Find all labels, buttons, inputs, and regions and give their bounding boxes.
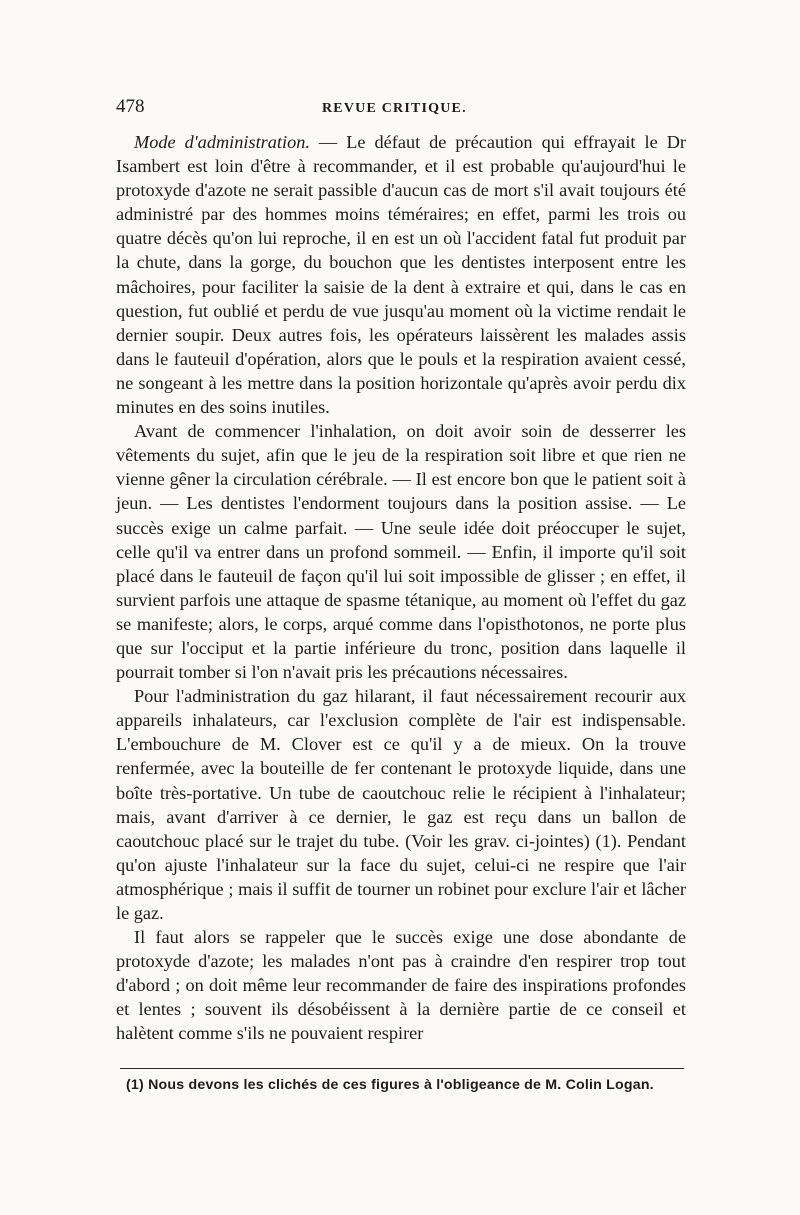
paragraph: Il faut alors se rappeler que le succès exige une dose abondante de protoxyde d'azote; les malades n'ont pas à craindre d'en respirer trop tout d'abord ; on doit même leur recommander de faire des inspirations profondes et lentes ; souvent ils désobéissent à la dernière partie de ce conseil et halètent comme s'ils ne pouvaient respirer [116,927,686,1044]
paragraph [116,130,686,419]
footnote-rule [120,1068,684,1069]
paragraph: Pour l'administration du gaz hilarant, il faut nécessairement recourir aux appareils inhalateurs, car l'exclusion complète de l'air est indispensable. L'embouchure de M. Clover est ce qu'il y a de mieux. On la trouve renfermée, avec la bouteille de fer contenant le protoxyde liquide, dans une boîte très-portative. Un tube de caoutchouc relie le récipient à l'inhalateur; mais, avant d'arriver à ce dernier, le gaz est reçu dans un ballon de caoutchouc placé sur le trajet du tube. (Voir les grav. ci-jointes) (1). Pendant qu'on ajuste l'inhalateur sur la face du sujet, celui-ci ne respire que l'air atmosphérique ; mais il suffit de tourner un robinet pour exclure l'air et lâcher le gaz. [116,686,686,923]
section-lead: Mode d'administration. [134,132,310,152]
page-number: 478 [116,96,145,117]
page-header [116,96,686,122]
body-text [116,130,686,1046]
running-title: REVUE CRITIQUE. [322,101,467,116]
paragraph: Avant de commencer l'inhalation, on doit avoir soin de desserrer les vêtements du sujet, afin que le jeu de la respiration soit libre et que rien ne vienne gêner la circulation cérébrale. — Il est encore bon que le patient soit à jeun. — Les dentistes l'endorment toujours dans la position assise. — Le succès exige un calme parfait. — Une seule idée doit préoccuper le sujet, celle qu'il va entrer dans un profond sommeil. — Enfin, il importe qu'il soit placé dans le fauteuil de façon qu'il lui soit impossible de glisser ; en effet, il survient parfois une attaque de spasme tétanique, au moment où l'effet du gaz se manifeste; alors, le corps, arqué comme dans l'opisthotonos, ne porte plus que sur l'occiput et la partie inférieure du tronc, position dans laquelle il pourrait tomber si l'on n'avait pris les précautions nécessaires. [116,421,686,683]
footnote: (1) Nous devons les clichés de ces figures à l'obligeance de M. Colin Logan. [126,1076,654,1093]
paragraph-text: — Le défaut de précaution qui effrayait le Dr Isambert est loin d'être à recommander, et il est probable qu'aujourd'hui le protoxyde d'azote ne serait passible d'aucun cas de mort s'il avait toujours été administré par des hommes moins téméraires; en effet, parmi les trois ou quatre décès qu'on lui reproche, il en est un où l'accident fatal fut produit par la chute, dans la gorge, du bouchon que les dentistes interposent entre les mâchoires, pour faciliter la saisie de la dent à extraire et qui, dans le cas en question, fut oublié et perdu de vue jusqu'au moment où la victime rendait le dernier soupir. Deux autres fois, les opérateurs laissèrent les malades assis dans le fauteuil d'opération, alors que le pouls et la respiration avaient cessé, ne songeant à les mettre dans la position horizontale qu'après avoir perdu dix minutes en des soins inutiles. [116,132,686,418]
